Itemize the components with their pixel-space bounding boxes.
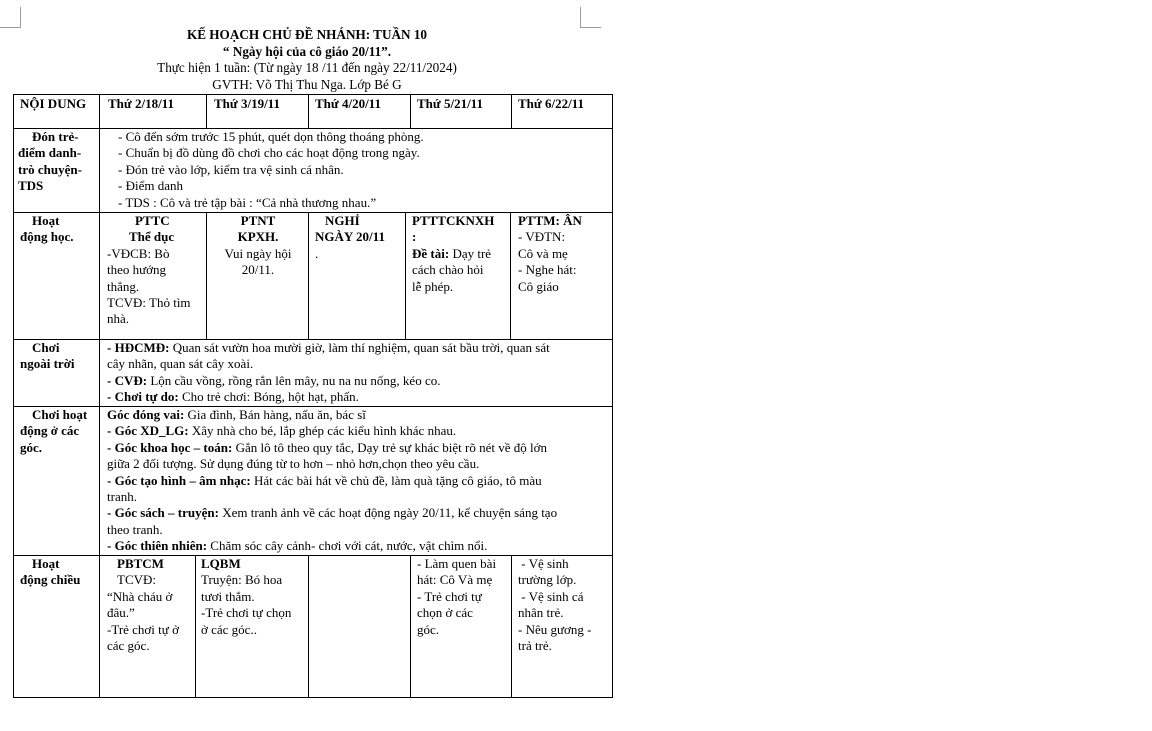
text-line	[107, 473, 613, 489]
text-line	[107, 505, 613, 521]
label-don-tre	[18, 129, 98, 195]
text-line: TCVĐ:	[117, 572, 156, 588]
text-line: góc.	[417, 621, 440, 637]
text-line: thẳng.	[107, 278, 140, 294]
col-divider	[510, 212, 511, 340]
col-divider	[308, 95, 309, 129]
col-divider	[206, 95, 207, 129]
subject-subtitle: KPXH.	[237, 229, 279, 245]
item-label: - Góc sách – truyện:	[107, 505, 219, 521]
hdh-thursday	[412, 213, 510, 295]
text-line: - Nghe hát:	[518, 262, 577, 278]
text-line: - Trẻ chơi tự	[417, 588, 482, 604]
item-label: - Góc XD_LG:	[107, 423, 189, 439]
label-line: Chơi hoạt	[32, 407, 88, 422]
text-line	[412, 246, 510, 262]
hdc-thursday	[417, 556, 510, 638]
label-line: Chơi	[32, 340, 60, 355]
item-label: - Góc tạo hình – âm nhạc:	[107, 472, 251, 488]
text-line: Vui ngày hội	[224, 245, 292, 261]
label-line: Hoạt	[32, 556, 60, 571]
subject-subtitle: NGÀY 20/11	[315, 229, 385, 245]
item-text: Chăm sóc cây cảnh- chơi với cát, nước, vật chìm nổi.	[207, 538, 488, 554]
don-tre-content	[118, 129, 613, 211]
text-line: -Trẻ chơi tự ở	[107, 621, 179, 637]
col-divider	[511, 555, 512, 698]
text-line: .	[315, 245, 319, 261]
text-line	[107, 538, 613, 554]
text-line	[107, 489, 613, 505]
subject-title: PTTC	[135, 213, 170, 228]
label-line: điểm danh-	[18, 145, 82, 161]
text-line	[107, 456, 613, 472]
label-line: trò chuyện-	[18, 161, 82, 177]
subject-subtitle: :	[412, 229, 417, 245]
item-text: Xây nhà cho bé, lắp ghép các kiểu hình khác nhau.	[188, 423, 457, 439]
item-text: tranh.	[107, 489, 137, 505]
header-thu-3: Thứ 3/19/11	[214, 96, 280, 111]
item-label: - Chơi tự do:	[107, 389, 179, 405]
text-line: tươi thắm.	[201, 588, 255, 604]
item-text: Gia đình, Bán hàng, nấu ăn, bác sĩ	[184, 407, 366, 422]
item-label: - Góc khoa học – toán:	[107, 439, 233, 455]
col-divider	[99, 95, 100, 698]
subject-title: PTTM: ÂN	[518, 213, 582, 228]
subject-title: NGHỈ	[325, 213, 360, 228]
header-thu-4: Thứ 4/20/11	[315, 96, 381, 111]
col-divider	[195, 555, 196, 698]
text-line: - Cô đến sớm trước 15 phút, quét dọn thông thoáng phòng.	[118, 129, 424, 144]
item-text: Quan sát vườn hoa mười giờ, làm thí nghiệm, quan sát bầu trời, quan sát	[169, 340, 550, 355]
hdc-tuesday	[201, 556, 307, 638]
hdc-monday	[107, 556, 195, 654]
text-line: - Chuẩn bị đồ dùng đồ chơi cho các hoạt động trong ngày.	[118, 145, 420, 161]
plan-subtitle: “ Ngày hội của cô giáo 20/11”.	[222, 43, 392, 59]
text-line	[107, 423, 613, 439]
subject-title: LQBM	[201, 556, 241, 571]
label-hoat-dong-chieu	[20, 556, 100, 589]
item-text: theo tranh.	[107, 521, 163, 537]
hdh-monday	[107, 213, 205, 328]
item-text: giữa 2 đối tượng. Sử dụng đúng từ to hơn – nhỏ hơn,chọn theo yêu cầu.	[107, 456, 480, 472]
text-line: - Làm quen bài	[417, 556, 497, 571]
col-divider	[308, 212, 309, 340]
header-thu-2: Thứ 2/18/11	[108, 96, 174, 111]
document-header	[0, 27, 614, 93]
hdh-friday	[518, 213, 612, 295]
subject-title: PTNT	[240, 213, 276, 228]
item-text: Lộn cầu vồng, rồng rắn lên mây, nu na nu nống, kéo co.	[147, 372, 441, 388]
choi-ngoai-troi-content	[107, 340, 612, 406]
item-label: - HĐCMĐ:	[107, 340, 170, 355]
item-text: Cho trẻ chơi: Bóng, hột hạt, phấn.	[178, 389, 359, 405]
label-line: động học.	[20, 229, 74, 245]
plan-title: KẾ HOẠCH CHỦ ĐỀ NHÁNH: TUẦN 10	[186, 27, 428, 42]
subject-subtitle: Thể dục	[129, 229, 175, 245]
item-label: - CVĐ:	[107, 372, 148, 388]
text-line	[107, 389, 612, 405]
text-line: cây nhãn, quan sát cây xoài.	[107, 356, 254, 372]
text-line: - VĐTN:	[518, 229, 566, 245]
col-divider	[206, 212, 207, 340]
item-text: Xem tranh ảnh về các hoạt động ngày 20/11, kể chuyện sáng tạo	[218, 505, 558, 521]
text-line: - Điểm danh	[118, 178, 183, 194]
choi-goc-content	[107, 407, 613, 555]
plan-period: Thực hiện 1 tuần: (Từ ngày 18 /11 đến ngày 22/11/2024)	[157, 60, 457, 75]
label-choi-ngoai-troi	[20, 340, 100, 373]
text-line: ở các góc..	[201, 621, 257, 637]
col-divider	[410, 555, 411, 698]
hdc-friday	[518, 556, 612, 654]
text-line: -VĐCB: Bò	[107, 245, 170, 261]
label-choi-goc	[20, 407, 100, 456]
crop-mark-top-right	[580, 7, 601, 28]
text-line: nhà.	[107, 311, 130, 327]
hdh-wednesday	[315, 213, 407, 262]
text-line: - Đón trẻ vào lớp, kiểm tra vệ sinh cá nhân.	[118, 161, 344, 177]
text-line: 20/11.	[241, 262, 275, 278]
text-line: “Nhà cháu ở	[107, 588, 173, 604]
item-label: Góc đóng vai:	[107, 407, 185, 422]
header-thu-6: Thứ 6/22/11	[518, 96, 584, 111]
plan-teacher: GVTH: Võ Thị Thu Nga. Lớp Bé G	[212, 76, 402, 92]
text-line: hát: Cô Và mẹ	[417, 572, 493, 588]
header-noi-dung: NỘI DUNG	[20, 96, 87, 111]
plan-table	[13, 94, 613, 698]
col-divider	[308, 555, 309, 698]
subject-title: PBTCM	[117, 556, 164, 571]
text-line	[107, 440, 613, 456]
col-divider	[410, 95, 411, 129]
col-divider	[511, 95, 512, 129]
label-line: ngoài trời	[20, 356, 75, 372]
item-text: Hát các bài hát về chủ đề, làm quà tặng cô giáo, tô màu	[250, 472, 542, 488]
item-text: Gắn lô tô theo quy tắc, Dạy trẻ sự khác biệt rõ nét về độ lớn	[232, 439, 547, 455]
text-line: TCVĐ: Thỏ tìm	[107, 295, 191, 311]
text-line: Cô giáo	[518, 278, 559, 294]
text-line: -Trẻ chơi tự chọn	[201, 605, 292, 621]
text-line: - Nêu gương -	[518, 621, 592, 637]
topic-text: Dạy trẻ	[449, 245, 492, 261]
text-line: - Vệ sinh	[518, 556, 569, 571]
text-line	[107, 407, 613, 423]
label-line: Hoạt	[32, 213, 60, 228]
crop-mark-top-left	[0, 7, 21, 28]
text-line: Truyện: Bó hoa	[201, 572, 283, 588]
text-line: lễ phép.	[412, 278, 454, 294]
text-line: - Vệ sinh cá	[518, 588, 584, 604]
text-line: chọn ở các	[417, 605, 473, 621]
item-label: - Góc thiên nhiên:	[107, 538, 208, 554]
text-line: nhân trẻ.	[518, 605, 564, 621]
label-line: góc.	[20, 439, 43, 455]
text-line: cách chào hỏi	[412, 262, 484, 278]
text-line: theo hướng	[107, 262, 167, 278]
text-line: đâu.”	[107, 605, 135, 621]
text-line	[107, 340, 612, 356]
text-line: Cô và mẹ	[518, 245, 568, 261]
label-hoat-dong-hoc	[20, 213, 100, 246]
text-line: trường lớp.	[518, 572, 577, 588]
hdh-tuesday	[208, 213, 308, 279]
text-line: trả trẻ.	[518, 638, 552, 654]
text-line: các góc.	[107, 638, 150, 654]
label-line: động ở các	[20, 423, 80, 439]
text-line	[107, 522, 613, 538]
label-line: Đón trẻ-	[32, 129, 79, 144]
subject-title: PTTTCKNXH	[412, 213, 495, 228]
text-line: - TDS : Cô và trẻ tập bài : “Cả nhà thương nhau.”	[118, 194, 377, 210]
text-line	[107, 373, 612, 389]
topic-label: Đề tài:	[412, 245, 450, 261]
label-line: động chiều	[20, 572, 81, 588]
header-thu-5: Thứ 5/21/11	[417, 96, 483, 111]
label-line: TDS	[18, 178, 44, 194]
